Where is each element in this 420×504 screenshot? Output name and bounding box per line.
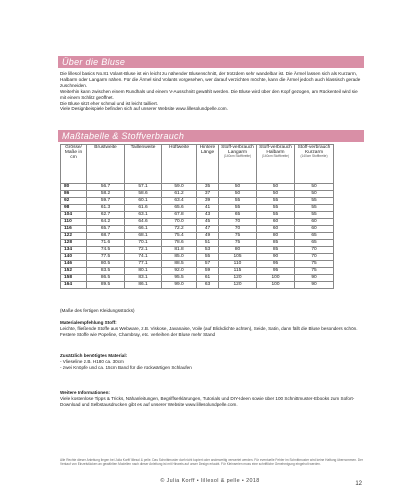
- materials-section: [60, 353, 364, 371]
- header-cell: Brustweite: [87, 145, 125, 184]
- table-row: [61, 184, 334, 191]
- table-row: [61, 254, 334, 261]
- table-body: [61, 184, 334, 289]
- size-cell: 116: [61, 226, 87, 233]
- header-cell: Taillenweite: [125, 145, 162, 184]
- table-cell: 99.0: [162, 282, 197, 289]
- size-cell: 164: [61, 282, 87, 289]
- size-cell: 128: [61, 240, 87, 247]
- table-cell: 55: [219, 198, 257, 205]
- table-row: [61, 247, 334, 254]
- table-note: (Maße des fertigen Kleidungsstücks): [60, 308, 135, 313]
- materials-item: - Vlieseline z.B. H180 ca. 30cm: [60, 358, 124, 364]
- info-section: [60, 390, 364, 408]
- size-cell: 146: [61, 261, 87, 268]
- table-row: [61, 205, 334, 212]
- table-cell: 75.4: [162, 233, 197, 240]
- table-cell: 35: [197, 184, 219, 191]
- header-cell: Stoff-verbrauch Halbarm (140cm Stoffbreite): [257, 145, 295, 184]
- table-cell: 65: [219, 212, 257, 219]
- table-cell: 100: [257, 275, 295, 282]
- table-row: [61, 226, 334, 233]
- table-row: [61, 233, 334, 240]
- table-cell: 60: [295, 219, 334, 226]
- table-cell: 86.5: [87, 275, 125, 282]
- page-footer: © Julia Korff • lillesol & pelle • 2018: [160, 478, 260, 484]
- table-cell: 55: [257, 198, 295, 205]
- size-cell: 104: [61, 212, 87, 219]
- table-cell: 90: [295, 275, 334, 282]
- table-cell: 68.1: [125, 233, 162, 240]
- table-cell: 56.7: [87, 184, 125, 191]
- table-cell: 43: [197, 212, 219, 219]
- table-cell: 61.2: [162, 191, 197, 198]
- table-cell: 37: [197, 191, 219, 198]
- table-cell: 80.5: [87, 261, 125, 268]
- table-cell: 64.6: [125, 219, 162, 226]
- table-cell: 41: [197, 205, 219, 212]
- table-row: [61, 219, 334, 226]
- table-cell: 85: [257, 247, 295, 254]
- materials-item: - zwei Knöpfe und ca. 15cm Band für die rückwärtigen Schlaufen: [60, 364, 192, 370]
- table-cell: 63: [197, 282, 219, 289]
- table-cell: 65: [295, 233, 334, 240]
- table-cell: 39: [197, 198, 219, 205]
- size-cell: 110: [61, 219, 87, 226]
- table-cell: 55: [219, 205, 257, 212]
- size-cell: 122: [61, 233, 87, 240]
- size-cell: 92: [61, 198, 87, 205]
- table-cell: 70: [295, 254, 334, 261]
- table-row: [61, 212, 334, 219]
- size-cell: 98: [61, 205, 87, 212]
- table-cell: 55: [295, 205, 334, 212]
- table-cell: 115: [219, 268, 257, 275]
- table-cell: 58.2: [87, 191, 125, 198]
- table-cell: 47: [197, 226, 219, 233]
- table-cell: 71.6: [87, 240, 125, 247]
- table-cell: 88.5: [162, 261, 197, 268]
- table-cell: 68.7: [87, 233, 125, 240]
- table-cell: 110: [219, 261, 257, 268]
- table-cell: 50: [257, 184, 295, 191]
- table-cell: 49: [197, 233, 219, 240]
- table-cell: 61: [197, 275, 219, 282]
- table-cell: 65.7: [87, 226, 125, 233]
- table-row: [61, 191, 334, 198]
- section-heading-sizes: Maßtabelle & Stoffverbrauch: [58, 130, 364, 142]
- table-cell: 70.0: [162, 219, 197, 226]
- table-cell: 50: [295, 191, 334, 198]
- about-paragraph: Viele Designbeispiele befinden sich auf unserer Website www.lillesolundpelle.com.: [60, 106, 228, 112]
- header-cell: Hüftweite: [162, 145, 197, 184]
- table-cell: 55: [197, 254, 219, 261]
- page-number: 12: [355, 481, 362, 487]
- size-cell: 158: [61, 275, 87, 282]
- size-cell: 140: [61, 254, 87, 261]
- table-cell: 100: [257, 282, 295, 289]
- table-cell: 77.1: [125, 261, 162, 268]
- table-cell: 51: [197, 240, 219, 247]
- header-cell: Stoff-verbrauch Langarm (140cm Stoffbreite): [219, 145, 257, 184]
- table-cell: 80: [257, 233, 295, 240]
- table-cell: 80.1: [125, 268, 162, 275]
- table-row: [61, 240, 334, 247]
- table-cell: 74.1: [125, 254, 162, 261]
- table-cell: 90: [257, 254, 295, 261]
- info-text: Viele kostenlose Tipps & Tricks, Nähanleitungen, Begriffserklärungen, Tutorials und DIY-Ideen sowie über 100 Schnittmuster-Ebooks zum Sofort-Download und Selbstausdrucken gibt es auf unserer Website www.lillesolundpelle.com.: [60, 395, 355, 407]
- table-cell: 70: [219, 219, 257, 226]
- size-cell: 86: [61, 191, 87, 198]
- table-row: [61, 268, 334, 275]
- table-cell: 75: [219, 240, 257, 247]
- table-cell: 65.6: [162, 205, 197, 212]
- copyright-disclaimer: Alle Rechte dieser Anleitung liegen bei Julia Korff/ lillesol & pelle. Das Schnittmuster darf nicht kopiert oder anderweitig verwertet werden. Für eventuelle Fehler im Schnittmuster wird keine Haftung übernommen. Der Verkauf von Einzelstücken an gewählten Modellen nach dieser Anleitung ist mit Hinweis auf unser Design erlaubt. Für Kleinserien muss eine schriftliche Genehmigung eingeholt werden.: [60, 458, 363, 467]
- table-cell: 59: [197, 268, 219, 275]
- fabric-title: Materialempfehlung Stoff:: [60, 320, 117, 325]
- table-cell: 75: [295, 261, 334, 268]
- table-cell: 83.5: [87, 268, 125, 275]
- table-cell: 120: [219, 282, 257, 289]
- table-cell: 81.8: [162, 247, 197, 254]
- table-cell: 53: [197, 247, 219, 254]
- table-cell: 74.5: [87, 247, 125, 254]
- materials-title: Zusätzlich benötigtes Material:: [60, 353, 128, 358]
- table-cell: 77.5: [87, 254, 125, 261]
- table-cell: 61.3: [87, 205, 125, 212]
- table-cell: 70: [295, 247, 334, 254]
- table-cell: 70: [219, 226, 257, 233]
- table-cell: 59.7: [87, 198, 125, 205]
- table-cell: 66.1: [125, 226, 162, 233]
- table-cell: 60.1: [125, 198, 162, 205]
- table-cell: 92.0: [162, 268, 197, 275]
- size-cell: 134: [61, 247, 87, 254]
- about-text: [60, 71, 364, 112]
- table-row: [61, 275, 334, 282]
- table-cell: 59.0: [162, 184, 197, 191]
- table-cell: 61.6: [125, 205, 162, 212]
- about-paragraph: Die lillesol basics No.81 Volant-Bluse ist ein leicht zu nähender Blusenschnitt, der trotzdem sehr wandelbar ist. Die Ärmel lassen sich als Kurzarm, Halbarm oder Langarm nähen. Für die Ärmel sind Volants vorgesehen, wer darauf verzichten möchte, kann die Ärmel jedoch auch klassisch gerade zuschneiden.: [60, 71, 361, 88]
- table-cell: 50: [257, 191, 295, 198]
- table-cell: 50: [295, 184, 334, 191]
- info-title: Weitere Informationen:: [60, 390, 110, 395]
- header-cell: Grösse/ Maße in cm: [61, 145, 87, 184]
- section-heading-about: Über die Bluse: [58, 56, 364, 68]
- table-cell: 75: [295, 268, 334, 275]
- table-cell: 60: [257, 226, 295, 233]
- table-cell: 72.1: [125, 247, 162, 254]
- table-cell: 70.1: [125, 240, 162, 247]
- table-cell: 50: [219, 184, 257, 191]
- table-cell: 78.6: [162, 240, 197, 247]
- table-cell: 83.1: [125, 275, 162, 282]
- about-paragraph: Die Bluse sitzt eher schmal und ist leicht tailliert.: [60, 100, 159, 106]
- table-cell: 55: [295, 212, 334, 219]
- table-cell: 95: [257, 268, 295, 275]
- header-cell: Hintere Länge: [197, 145, 219, 184]
- table-cell: 63.4: [162, 198, 197, 205]
- table-cell: 55: [257, 205, 295, 212]
- table-cell: 50: [219, 191, 257, 198]
- table-cell: 58.6: [125, 191, 162, 198]
- table-cell: 95.5: [162, 275, 197, 282]
- size-table: [60, 144, 334, 289]
- table-cell: 65: [295, 240, 334, 247]
- table-cell: 55: [257, 212, 295, 219]
- table-cell: 120: [219, 275, 257, 282]
- size-cell: 152: [61, 268, 87, 275]
- table-cell: 57.1: [125, 184, 162, 191]
- table-cell: 45: [197, 219, 219, 226]
- table-cell: 60: [295, 226, 334, 233]
- table-cell: 80: [219, 247, 257, 254]
- table-header-row: [61, 145, 334, 184]
- about-paragraph: Weiterhin kann zwischen einem Rundhals und einem V-Ausschnitt gewählt werden. Die Bluse wird über den Kopf gezogen, am Rückenteil wird sie mit einem Schlitz geöffnet.: [60, 88, 358, 100]
- table-cell: 72.2: [162, 226, 197, 233]
- header-cell: Stoff-verbrauch Kurzarm (140cm Stoffbreite): [295, 145, 334, 184]
- table-cell: 95: [257, 261, 295, 268]
- table-cell: 60: [257, 219, 295, 226]
- table-cell: 85.0: [162, 254, 197, 261]
- table-row: [61, 198, 334, 205]
- table-row: [61, 261, 334, 268]
- size-cell: 80: [61, 184, 87, 191]
- table-cell: 86.1: [125, 282, 162, 289]
- fabric-text: Leichte, fließende Stoffe aus Webware, z.B. Viskose, Javanaise, Voile (auf Blickdichte achten), Seide, Satin, dann fällt die Bluse besonders schön. Festere Stoffe wie Popeline, Chambray, etc. verleihen der Bluse mehr Stand: [60, 325, 358, 337]
- table-cell: 85: [257, 240, 295, 247]
- table-row: [61, 282, 334, 289]
- table-cell: 90: [295, 282, 334, 289]
- table-cell: 75: [219, 233, 257, 240]
- table-cell: 105: [219, 254, 257, 261]
- table-cell: 67.8: [162, 212, 197, 219]
- table-cell: 63.1: [125, 212, 162, 219]
- table-cell: 89.5: [87, 282, 125, 289]
- table-cell: 64.2: [87, 219, 125, 226]
- table-cell: 55: [295, 198, 334, 205]
- table-cell: 57: [197, 261, 219, 268]
- table-cell: 62.7: [87, 212, 125, 219]
- fabric-section: [60, 320, 364, 338]
